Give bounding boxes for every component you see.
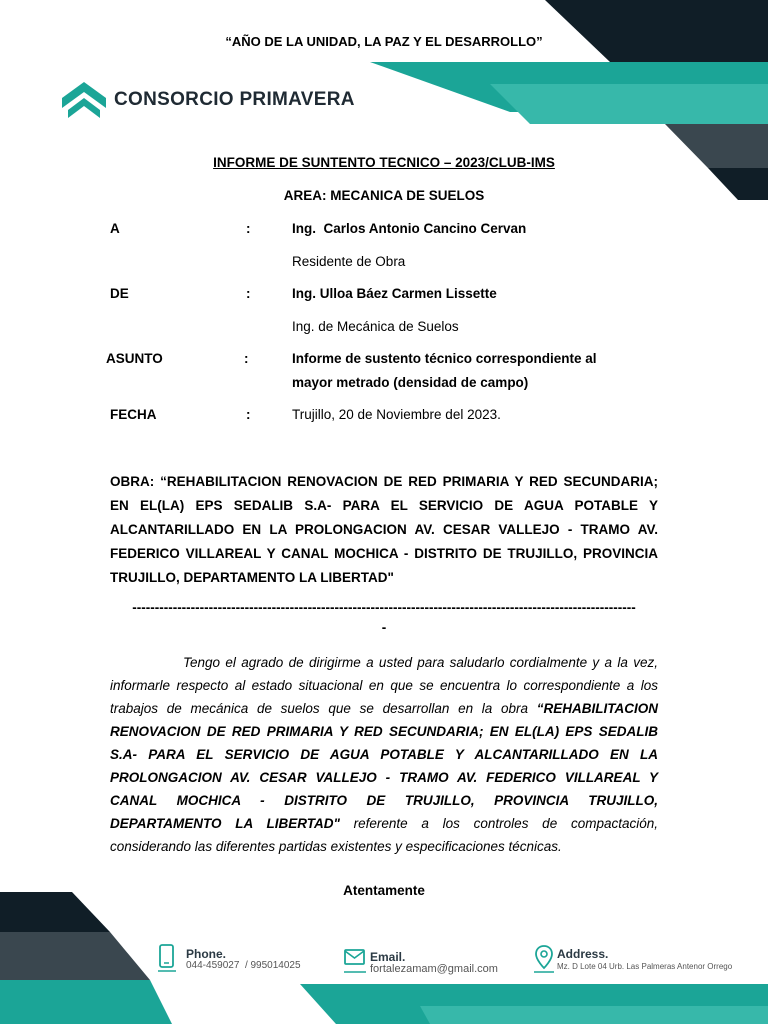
from-label: DE	[110, 286, 129, 301]
subject-line-1: Informe de sustento técnico correspondiente al	[292, 351, 597, 366]
date-label: FECHA	[110, 407, 157, 422]
address-title: Address.	[557, 947, 609, 961]
logo-text: CONSORCIO PRIMAVERA	[114, 89, 355, 110]
separator-tail: -	[381, 620, 387, 635]
from-colon: :	[246, 286, 251, 301]
separator-line: ----------------------------------------------------------------------------------------------------------------	[132, 600, 636, 615]
document-area: AREA: MECANICA DE SUELOS	[283, 188, 485, 203]
phone-value: 044-459027 / 995014025	[186, 960, 301, 971]
date-colon: :	[246, 407, 251, 422]
motto: “AÑO DE LA UNIDAD, LA PAZ Y EL DESARROLLO”	[225, 34, 543, 49]
subject-label: ASUNTO	[106, 351, 163, 366]
subject-line-2: mayor metrado (densidad de campo)	[292, 375, 529, 390]
location-pin-icon	[534, 944, 554, 974]
document-title: INFORME DE SUNTENTO TECNICO – 2023/CLUB-IMS	[213, 155, 555, 170]
body-paragraph	[110, 651, 658, 858]
email-icon	[344, 948, 366, 974]
to-name: Ing. Carlos Antonio Cancino Cervan	[292, 221, 527, 236]
body-intro: Tengo el agrado de dirigirme a usted para saludarlo cordialmente y a la vez, informarle respecto al estado situacional en que se encuentra lo correspondiente a los trabajos de mecánica de suelos que se desarrollan en la obra	[110, 655, 658, 716]
body-end: referente a los controles de compactación, considerando las diferentes partidas existentes y especificaciones técnicas.	[110, 816, 658, 854]
company-logo	[62, 80, 355, 120]
address-value: Mz. D Lote 04 Urb. Las Palmeras Antenor Orrego	[557, 962, 733, 971]
to-role: Residente de Obra	[292, 254, 406, 269]
project-description: OBRA: “REHABILITACION RENOVACION DE RED PRIMARIA Y RED SECUNDARIA; EN EL(LA) EPS SEDALIB S.A- PARA EL SERVICIO DE AGUA POTABLE Y ALCANTARILLADO EN LA PROLONGACION AV. CESAR VALLEJO - TRAMO AV. FEDERICO VILLAREAL Y CANAL MOCHICA - DISTRITO DE TRUJILLO, PROVINCIA TRUJILLO, DEPARTAMENTO LA LIBERTAD"	[110, 474, 658, 585]
email-title: Email.	[370, 950, 406, 964]
from-name: Ing. Ulloa Báez Carmen Lissette	[292, 286, 497, 301]
date-value: Trujillo, 20 de Noviembre del 2023.	[292, 407, 501, 422]
subject-colon: :	[244, 351, 249, 366]
to-colon: :	[246, 221, 251, 236]
logo-icon	[62, 80, 106, 120]
phone-title: Phone.	[186, 947, 227, 961]
closing: Atentamente	[343, 883, 425, 898]
from-role: Ing. de Mecánica de Suelos	[292, 319, 459, 334]
to-label: A	[110, 221, 120, 236]
email-value: fortalezamam@gmail.com	[370, 963, 498, 975]
body-project-name: “REHABILITACION RENOVACION DE RED PRIMARIA Y RED SECUNDARIA; EN EL(LA) EPS SEDALIB S.A- PARA EL SERVICIO DE AGUA POTABLE Y ALCANTARILLADO EN LA PROLONGACION AV. CESAR VALLEJO - TRAMO AV. FEDERICO VILLAREAL Y CANAL MOCHICA - DISTRITO DE TRUJILLO, PROVINCIA TRUJILLO, DEPARTAMENTO LA LIBERTAD"	[110, 701, 658, 831]
phone-icon	[158, 944, 176, 972]
